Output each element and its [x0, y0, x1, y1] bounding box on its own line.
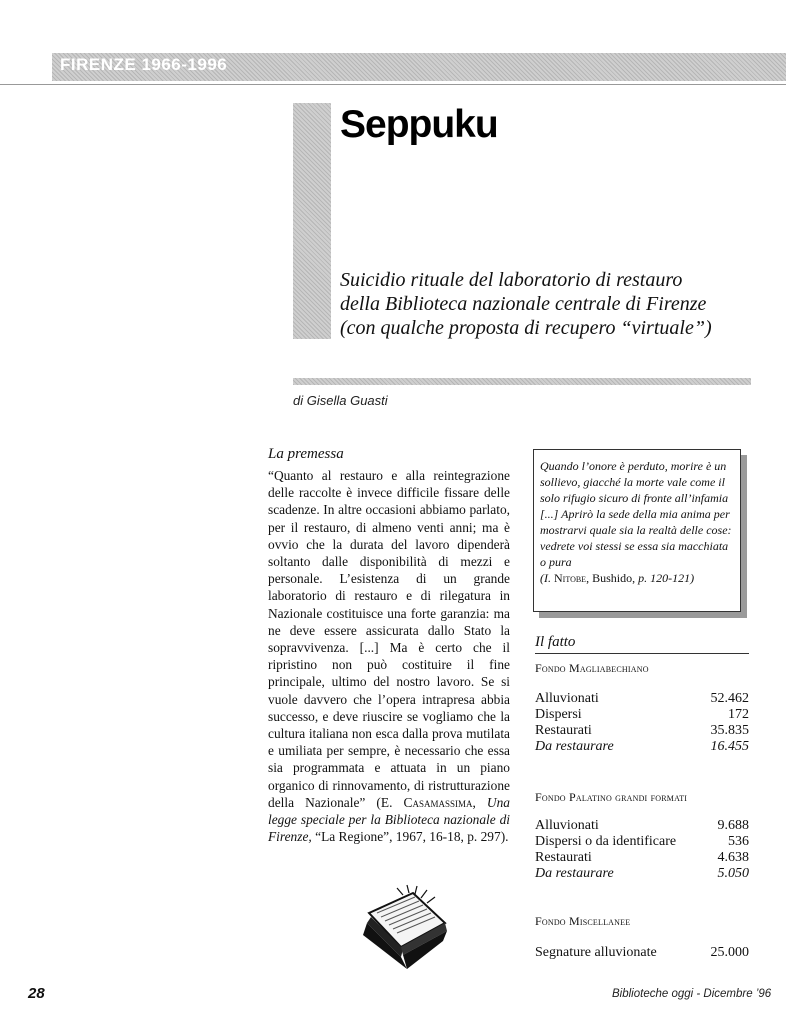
title-accent-bar [293, 103, 331, 339]
header-rule [0, 84, 786, 85]
page-number: 28 [28, 985, 45, 1002]
row-label: Segnature alluvionate [535, 945, 657, 960]
quote-text: Quando l’onore è perduto, morire è un sollievo, giacché la morte vale come il solo rifugio sicuro di fronte all’infamia [...] Aprirò la sede della mia anima per mostrarvi quale sia la realtà delle cose: vedrete voi stessi se essa sia macchiata o pura [540, 459, 732, 569]
row-value: 9.688 [717, 818, 749, 833]
row-label: Alluvionati [535, 691, 599, 706]
fondo-heading: Fondo Palatino grandi formati [535, 790, 688, 804]
citation-title: Una legge speciale per la Biblioteca nazionale di Firenze, [268, 794, 510, 845]
fondo-heading: Fondo Miscellanee [535, 914, 631, 928]
row-label: Da restaurare [535, 739, 614, 754]
quote-cite-work: Bushido, [592, 571, 636, 585]
premessa-body [268, 467, 510, 845]
article-subtitle [340, 268, 760, 340]
row-label: Dispersi o da identificare [535, 834, 677, 849]
article-title: Seppuku [340, 103, 498, 146]
row-label: Da restaurare [535, 866, 614, 881]
quote-citation [540, 570, 734, 586]
row-label: Dispersi [535, 707, 582, 722]
row-value: 536 [728, 834, 749, 849]
row-value: 172 [728, 707, 749, 722]
row-value: 52.462 [710, 691, 749, 706]
table-row [535, 945, 749, 961]
table-row [535, 850, 749, 866]
table-row [535, 723, 749, 739]
row-label: Restaurati [535, 850, 592, 865]
citation-rest: “La Regione”, 1967, 16-18, p. 297). [315, 829, 509, 845]
section-title: FIRENZE 1966-1996 [60, 55, 228, 74]
table-row [535, 834, 749, 850]
subtitle-line: della Biblioteca nazionale centrale di Firenze [340, 293, 707, 315]
fondo-table [535, 945, 749, 961]
subtitle-line: Suicidio rituale del laboratorio di restauro [340, 269, 683, 291]
row-value: 5.050 [717, 866, 749, 881]
table-row [535, 739, 749, 755]
premessa-column [268, 446, 510, 845]
quote-cite-open: (I. [540, 571, 551, 585]
row-value: 25.000 [710, 945, 749, 960]
quote-cite-author: Nitobe, [554, 571, 590, 585]
table-row [535, 691, 749, 707]
title-divider [293, 378, 751, 385]
fatto-heading: Il fatto [535, 634, 749, 654]
table-row [535, 866, 749, 882]
publication-footer: Biblioteche oggi - Dicembre ’96 [612, 988, 772, 1000]
row-value: 4.638 [717, 850, 749, 865]
citation-author: Casamassima, [403, 794, 476, 810]
row-value: 16.455 [710, 739, 749, 754]
subtitle-line: (con qualche proposta di recupero “virtuale”) [340, 317, 712, 339]
row-label: Restaurati [535, 723, 592, 738]
fondo-heading: Fondo Magliabechiano [535, 661, 649, 675]
quote-box [533, 449, 741, 612]
fondo-table [535, 691, 749, 755]
table-row [535, 707, 749, 723]
byline: di Gisella Guasti [293, 393, 388, 408]
fondo-table [535, 818, 749, 882]
quote-cite-page: p. 120-121) [638, 571, 695, 585]
table-row [535, 818, 749, 834]
premessa-text: “Quanto al restauro e alla reintegrazione delle raccolte è invece difficile fissare delle scadenze. In altre occasioni abbiamo parlato, per il restauro, di almeno venti anni; ma è ovvio che la durata del lavoro dipenderà soltanto dalle disponibilità di mezzi e personale. L’esistenza di un grande laboratorio di restauro e di rilegatura in Nazionale costituisce una forte garanzia: ma ne deve essere assicurata dallo Stato la sopravvivenza. [...] Ma è certo che il ripristino non può costituire il fine principale, ultimo del nostro lavoro. Se si vuole davvero che l’opera intrapresa abbia successo, e deve riuscire se vogliamo che la cultura italiana non esca dalla prova mutilata e umiliata per sempre, è necessario che essa sia programmata e attuata in un piano organico di rinnovamento, di ristrutturazione della Nazionale” (E. [268, 468, 510, 810]
premessa-heading: La premessa [268, 446, 344, 462]
row-label: Alluvionati [535, 818, 599, 833]
open-book-icon [355, 883, 455, 973]
row-value: 35.835 [710, 723, 749, 738]
